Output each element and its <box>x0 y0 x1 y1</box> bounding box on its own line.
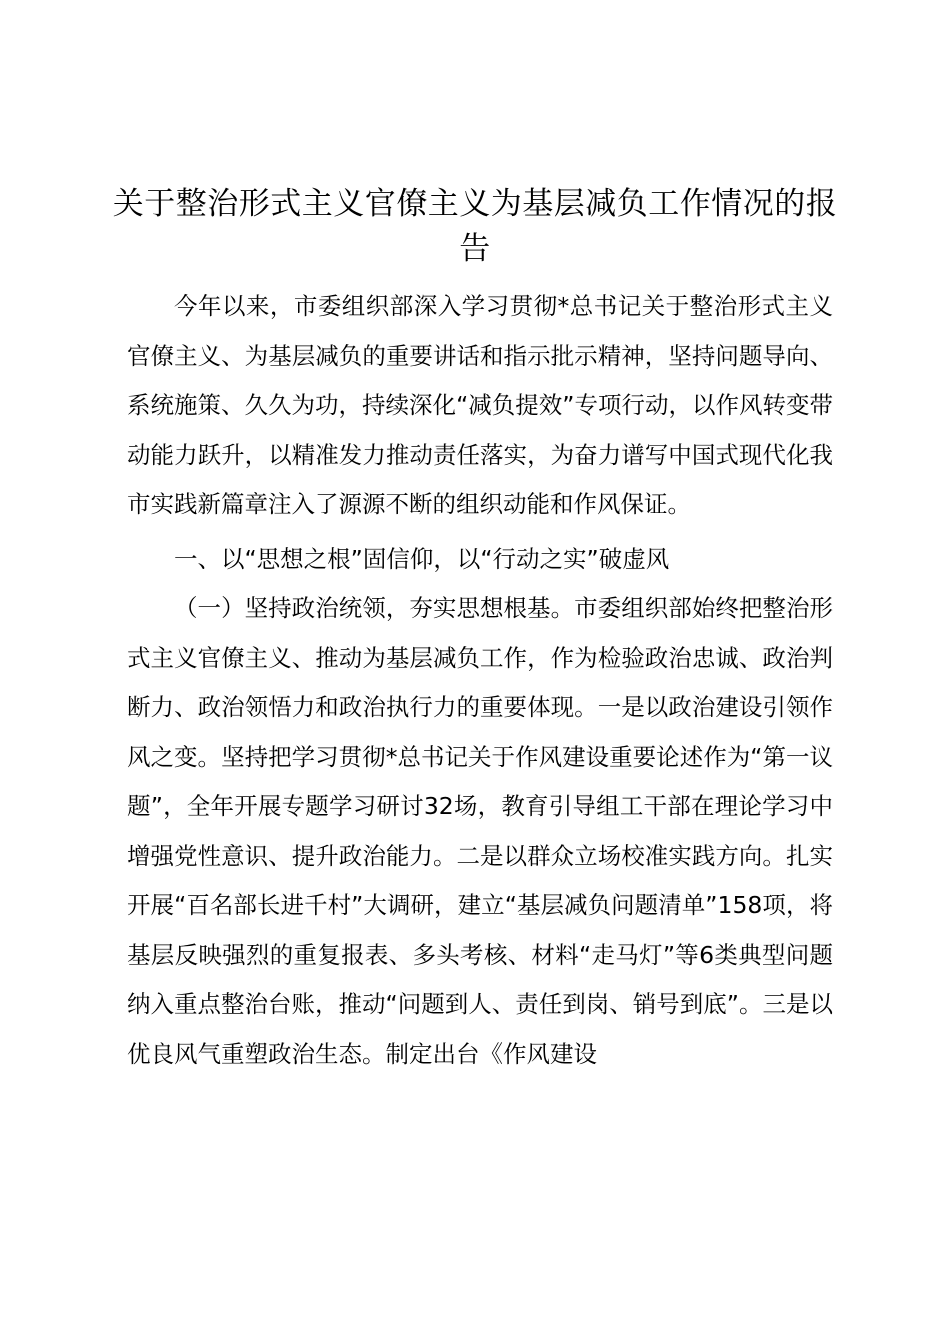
subsection-paragraph: （一）坚持政治统领，夯实思想根基。市委组织部始终把整治形式主义官僚主义、推动为基层减负工作，作为检验政治忠诚、政治判断力、政治领悟力和政治执行力的重要体现。一是以政治建设引领作风之变。坚持把学习贯彻*总书记关于作风建设重要论述作为“第一议题”，全年开展专题学习研讨32场，教育引导组工干部在理论学习中增强党性意识、提升政治能力。二是以群众立场校准实践方向。扎实开展“百名部长进千村”大调研，建立“基层减负问题清单”158项，将基层反映强烈的重复报表、多头考核、材料“走马灯”等6类典型问题纳入重点整治台账，推动“问题到人、责任到岗、销号到底”。三是以优良风气重塑政治生态。制定出台《作风建设 <box>127 594 833 1068</box>
intro-paragraph: 今年以来，市委组织部深入学习贯彻*总书记关于整治形式主义官僚主义、为基层减负的重要讲话和指示批示精神，坚持问题导向、系统施策、久久为功，持续深化“减负提效”专项行动，以作风转变带动能力跃升，以精准发力推动责任落实，为奋力谱写中国式现代化我市实践新篇章注入了源源不断的组织动能和作风保证。 <box>127 292 833 518</box>
section-heading: 一、以“思想之根”固信仰，以“行动之实”破虚风 <box>174 544 670 573</box>
document-title: 关于整治形式主义官僚主义为基层减负工作情况的报告 <box>112 186 838 267</box>
document-body <box>127 282 833 1079</box>
